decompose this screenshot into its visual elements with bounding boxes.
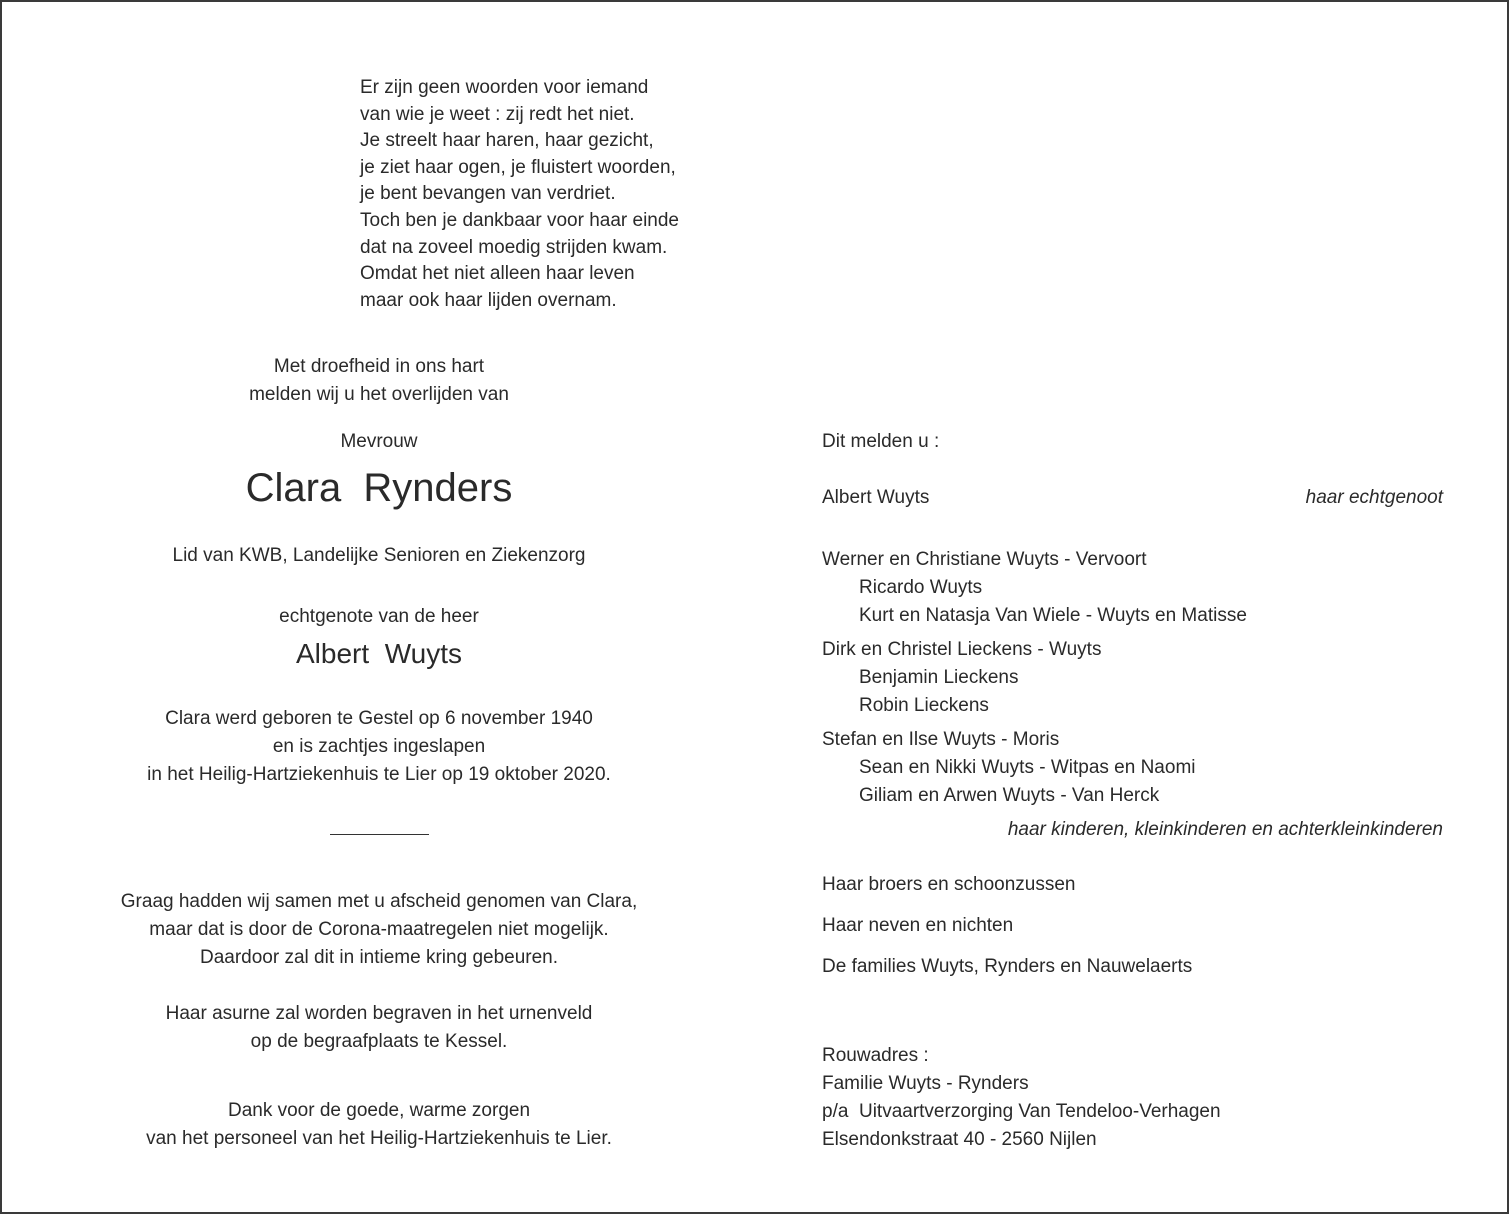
farewell-line: Graag hadden wij samen met u afscheid genomen van Clara, (120, 891, 638, 912)
children-role: haar kinderen, kleinkinderen en achterkleinkinderen (1007, 819, 1443, 840)
farewell-line: maar dat is door de Corona-maatregelen niet mogelijk. (149, 919, 609, 940)
family-child: Ricardo Wuyts (859, 577, 983, 598)
announcement-line-2: melden wij u het overlijden van (249, 384, 509, 405)
poem-line: je ziet haar ogen, je fluistert woorden, (360, 156, 676, 178)
family-other: Haar broers en schoonzussen (822, 874, 1076, 895)
membership: Lid van KWB, Landelijke Senioren en Ziekenzorg (172, 545, 586, 566)
poem-line: dat na zoveel moedig strijden kwam. (360, 236, 668, 258)
spouse-name: Albert Wuyts (296, 638, 462, 669)
family-child: Giliam en Arwen Wuyts - Van Herck (859, 785, 1160, 806)
deceased-name: Clara Rynders (245, 466, 513, 510)
deceased-title: Mevrouw (340, 431, 418, 452)
poem-line: maar ook haar lijden overnam. (360, 289, 617, 311)
spouse-role: haar echtgenoot (1305, 487, 1443, 508)
poem-line: Omdat het niet alleen haar leven (360, 263, 635, 285)
address-line: Elsendonkstraat 40 - 2560 Nijlen (822, 1129, 1097, 1150)
spouse-intro: echtgenote van de heer (279, 606, 479, 627)
address-label: Rouwadres : (822, 1045, 929, 1066)
thanks-line: Dank voor de goede, warme zorgen (227, 1100, 531, 1121)
divider (330, 834, 429, 835)
burial-line: Haar asurne zal worden begraven in het urnenveld (165, 1003, 593, 1024)
poem (360, 75, 679, 314)
farewell-line: Daardoor zal dit in intieme kring gebeuren. (199, 947, 559, 968)
address-line: Familie Wuyts - Rynders (822, 1073, 1029, 1094)
family-child: Benjamin Lieckens (859, 667, 1019, 688)
poem-line: Toch ben je dankbaar voor haar einde (360, 209, 680, 231)
spouse-entry: Albert Wuyts (822, 487, 930, 508)
announcement-line-1: Met droefheid in ons hart (273, 356, 485, 377)
family-other: De families Wuyts, Rynders en Nauwelaerts (822, 956, 1193, 977)
family-other: Haar neven en nichten (822, 915, 1014, 936)
thanks-line: van het personeel van het Heilig-Hartziekenhuis te Lier. (146, 1128, 612, 1149)
burial-line: op de begraafplaats te Kessel. (250, 1031, 508, 1052)
poem-line: Je streelt haar haren, haar gezicht, (360, 130, 654, 152)
family-child: Sean en Nikki Wuyts - Witpas en Naomi (859, 757, 1196, 778)
address-line: p/a Uitvaartverzorging Van Tendeloo-Verhagen (822, 1101, 1221, 1122)
birth-text: Clara werd geboren te Gestel op 6 november 1940 (165, 708, 593, 729)
family-parent: Stefan en Ilse Wuyts - Moris (822, 729, 1060, 750)
poem-line: je bent bevangen van verdriet. (360, 183, 616, 205)
death-text-1: en is zachtjes ingeslapen (272, 736, 486, 757)
family-parent: Dirk en Christel Lieckens - Wuyts (822, 639, 1102, 660)
death-text-2: in het Heilig-Hartziekenhuis te Lier op 19 oktober 2020. (147, 764, 611, 785)
family-intro: Dit melden u : (822, 431, 940, 452)
poem-line: Er zijn geen woorden voor iemand (360, 77, 649, 98)
poem-line: van wie je weet : zij redt het niet. (360, 103, 635, 125)
family-child: Robin Lieckens (859, 695, 989, 716)
family-parent: Werner en Christiane Wuyts - Vervoort (822, 549, 1147, 570)
family-child: Kurt en Natasja Van Wiele - Wuyts en Matisse (859, 605, 1247, 626)
